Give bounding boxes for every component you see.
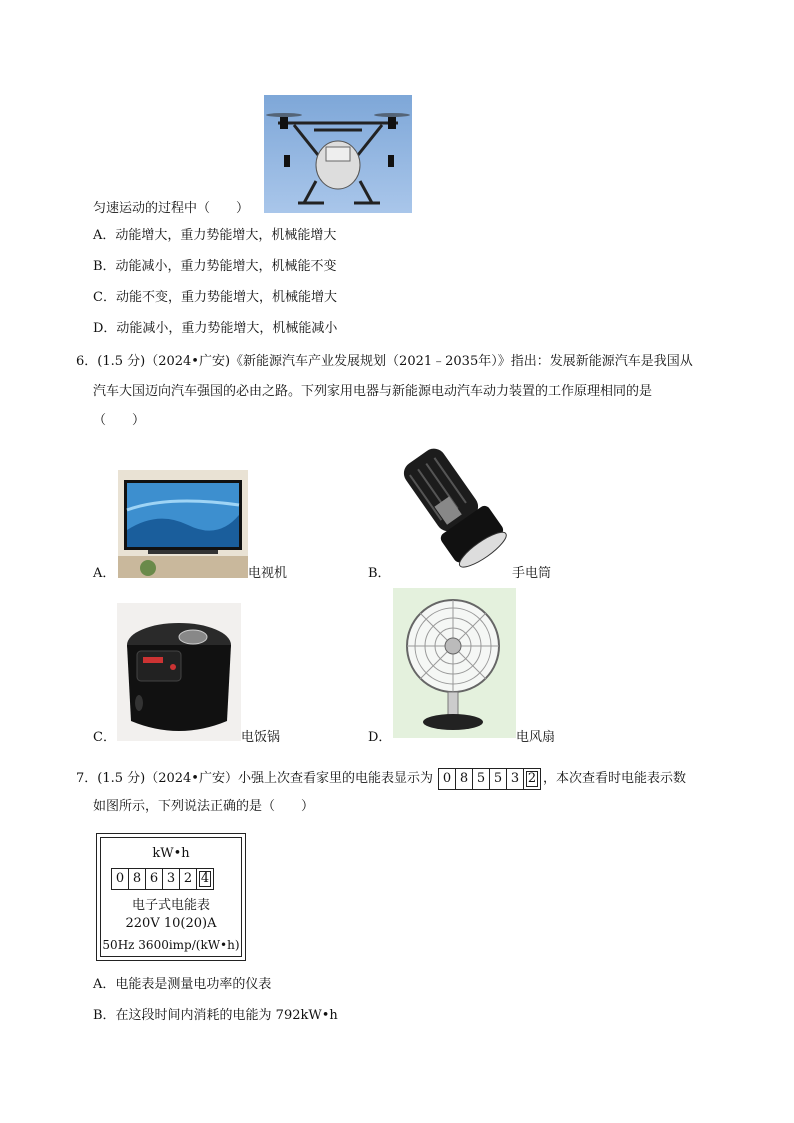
prev-digit: 0 xyxy=(438,768,456,790)
prev-digit: 5 xyxy=(472,768,490,790)
q5-option-c[interactable]: C．动能不变，重力势能增大，机械能增大 xyxy=(93,290,337,305)
q7-stem-after: ，本次查看时电能表示数 xyxy=(542,771,686,786)
energy-meter-figure xyxy=(96,833,246,961)
q7-option-b[interactable]: B．在这段时间内消耗的电能为 792kW•h xyxy=(93,1008,338,1023)
q6-option-d-label: 电风扇 xyxy=(516,730,556,745)
meter-spec: 50Hz 3600imp/(kW•h) xyxy=(102,938,240,952)
q6-option-a-letter[interactable]: A． xyxy=(93,566,116,581)
prev-digit: 8 xyxy=(455,768,473,790)
prev-digit: 3 xyxy=(506,768,524,790)
q5-option-b[interactable]: B．动能减小，重力势能增大，机械能不变 xyxy=(93,259,337,274)
q5-stem-tail: 匀速运动的过程中（ ） xyxy=(93,201,250,216)
meter-unit: kW•h xyxy=(152,846,190,861)
q7-option-a[interactable]: A．电能表是测量电功率的仪表 xyxy=(93,977,272,992)
q5-option-a[interactable]: A．动能增大，重力势能增大，机械能增大 xyxy=(93,228,337,243)
flashlight-photo xyxy=(390,443,510,573)
q6-option-a-label: 电视机 xyxy=(248,566,288,581)
drone-photo xyxy=(264,95,412,213)
prev-digit: 5 xyxy=(489,768,507,790)
meter-digit: 3 xyxy=(162,868,180,890)
q6-option-b-label: 手电筒 xyxy=(512,566,552,581)
meter-digit: 2 xyxy=(179,868,197,890)
q7-stem-line1 xyxy=(76,768,686,790)
q7-stem-line2: 如图所示，下列说法正确的是（ ） xyxy=(93,799,315,814)
q6-option-d-letter[interactable]: D． xyxy=(368,730,392,745)
q6-stem-line3: （ ） xyxy=(93,413,146,428)
meter-digit-decimal: 4 xyxy=(196,868,214,890)
meter-name: 电子式电能表 xyxy=(131,898,210,913)
q6-stem-line1: 6．(1.5 分)（2024•广安)《新能源汽车产业发展规划（2021﹣2035年）》指出：发展新能源汽车是我国从 xyxy=(76,354,693,369)
electric-fan-photo xyxy=(393,588,516,738)
q7-stem-before: 7．(1.5 分)（2024•广安）小强上次查看家里的电能表显示为 xyxy=(76,771,433,786)
q6-stem-line2: 汽车大国迈向汽车强国的必由之路。下列家用电器与新能源电动汽车动力装置的工作原理相同的是 xyxy=(93,384,653,399)
previous-meter-reading xyxy=(439,768,541,790)
meter-digit: 0 xyxy=(111,868,129,890)
q6-option-c-letter[interactable]: C． xyxy=(93,730,116,745)
television-photo xyxy=(118,470,248,578)
prev-digit-decimal: 2 xyxy=(523,768,541,790)
meter-rating: 220V 10(20)A xyxy=(125,916,217,931)
q5-option-d[interactable]: D．动能减小，重力势能增大，机械能减小 xyxy=(93,321,338,336)
rice-cooker-photo xyxy=(117,603,241,741)
meter-digit: 6 xyxy=(145,868,163,890)
current-meter-reading xyxy=(112,868,214,890)
meter-digit: 8 xyxy=(128,868,146,890)
q6-option-b-letter[interactable]: B． xyxy=(368,566,391,581)
q6-option-c-label: 电饭锅 xyxy=(241,730,281,745)
